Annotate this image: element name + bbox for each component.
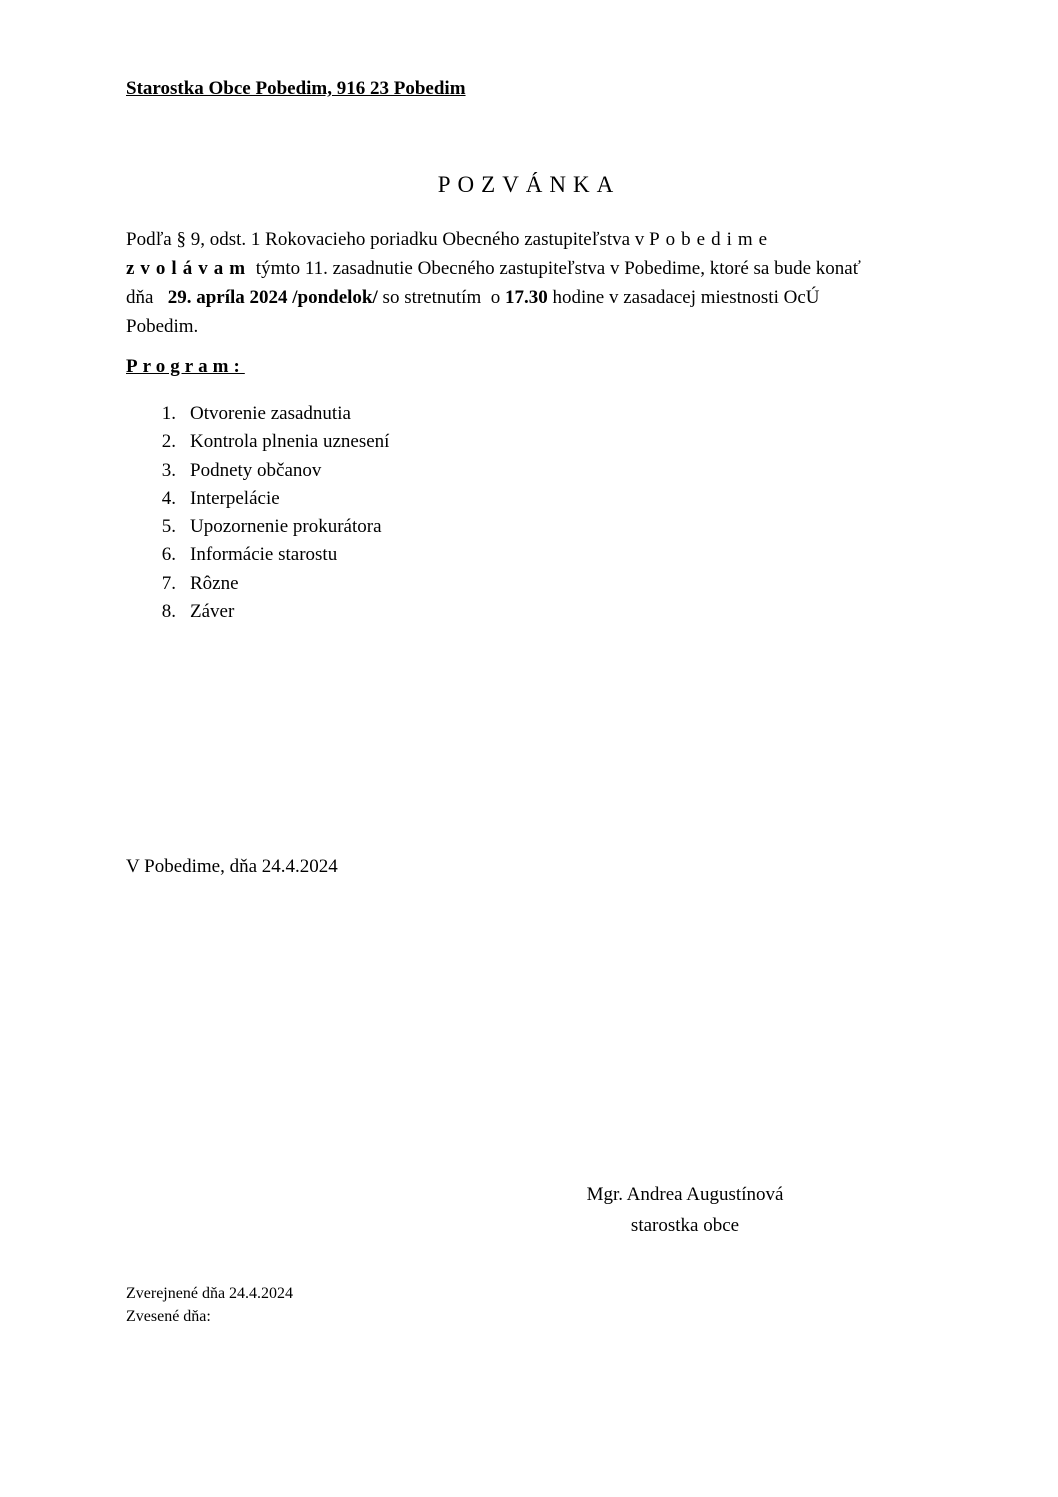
program-heading: Program: xyxy=(126,356,245,377)
place-and-date: V Pobedime, dňa 24.4.2024 xyxy=(126,856,338,877)
removed-date: Zvesené dňa: xyxy=(126,1308,211,1325)
document-title: POZVÁNKA xyxy=(437,172,621,197)
list-item-number: 3. xyxy=(161,459,176,481)
invitation-paragraph xyxy=(126,225,934,341)
list-item xyxy=(150,428,389,456)
publication-info xyxy=(126,1282,293,1328)
paragraph-line-4: Pobedim. xyxy=(126,316,199,337)
paragraph-line-3 xyxy=(126,283,934,312)
paragraph-spaced-text: Pobedime xyxy=(649,229,774,250)
list-item-number: 1. xyxy=(161,403,176,424)
meeting-time: 17.30 xyxy=(505,287,548,308)
paragraph-text: so stretnutím o xyxy=(377,287,505,308)
document-header: Starostka Obce Pobedim, 916 23 Pobedim xyxy=(126,78,466,99)
list-item xyxy=(150,513,389,541)
list-item-label: Informácie starostu xyxy=(190,544,338,566)
list-item-number: 4. xyxy=(161,487,176,509)
paragraph-spaced-bold-text: zvolávam xyxy=(126,258,252,279)
paragraph-text: dňa xyxy=(126,287,168,308)
list-item xyxy=(150,457,389,485)
paragraph-line-2 xyxy=(126,254,934,283)
meeting-date: 29. apríla 2024 /pondelok/ xyxy=(167,287,378,308)
list-item xyxy=(150,400,389,428)
list-item-number: 7. xyxy=(161,572,176,594)
list-item xyxy=(150,570,389,598)
program-list xyxy=(150,400,389,626)
signatory-name: Mgr. Andrea Augustínová xyxy=(586,1184,784,1205)
list-item-label: Záver xyxy=(190,601,235,623)
list-item-number: 2. xyxy=(161,431,176,453)
published-date: Zverejnené dňa 24.4.2024 xyxy=(126,1285,294,1302)
signature-block xyxy=(560,1179,810,1241)
signatory-role: starostka obce xyxy=(630,1215,740,1236)
paragraph-text: týmto 11. zasadnutie Obecného zastupiteľstva v Pobedime, ktoré sa bude konať xyxy=(251,258,861,279)
list-item-number: 6. xyxy=(161,544,176,566)
list-item-label: Podnety občanov xyxy=(190,459,322,481)
paragraph-text: Podľa § 9, odst. 1 Rokovacieho poriadku Obecného zastupiteľstva v xyxy=(126,229,650,250)
paragraph-line-1 xyxy=(126,225,934,254)
list-item-number: 8. xyxy=(161,601,176,623)
list-item-label: Interpelácie xyxy=(190,487,280,509)
list-item-number: 5. xyxy=(161,516,176,538)
list-item-label: Kontrola plnenia uznesení xyxy=(190,431,390,453)
list-item xyxy=(150,598,389,626)
list-item-label: Rôzne xyxy=(190,572,239,594)
list-item xyxy=(150,541,389,569)
list-item-label: Otvorenie zasadnutia xyxy=(190,403,351,424)
list-item xyxy=(150,485,389,513)
paragraph-text: hodine v zasadacej miestnosti OcÚ xyxy=(547,287,820,308)
list-item-label: Upozornenie prokurátora xyxy=(190,516,382,538)
